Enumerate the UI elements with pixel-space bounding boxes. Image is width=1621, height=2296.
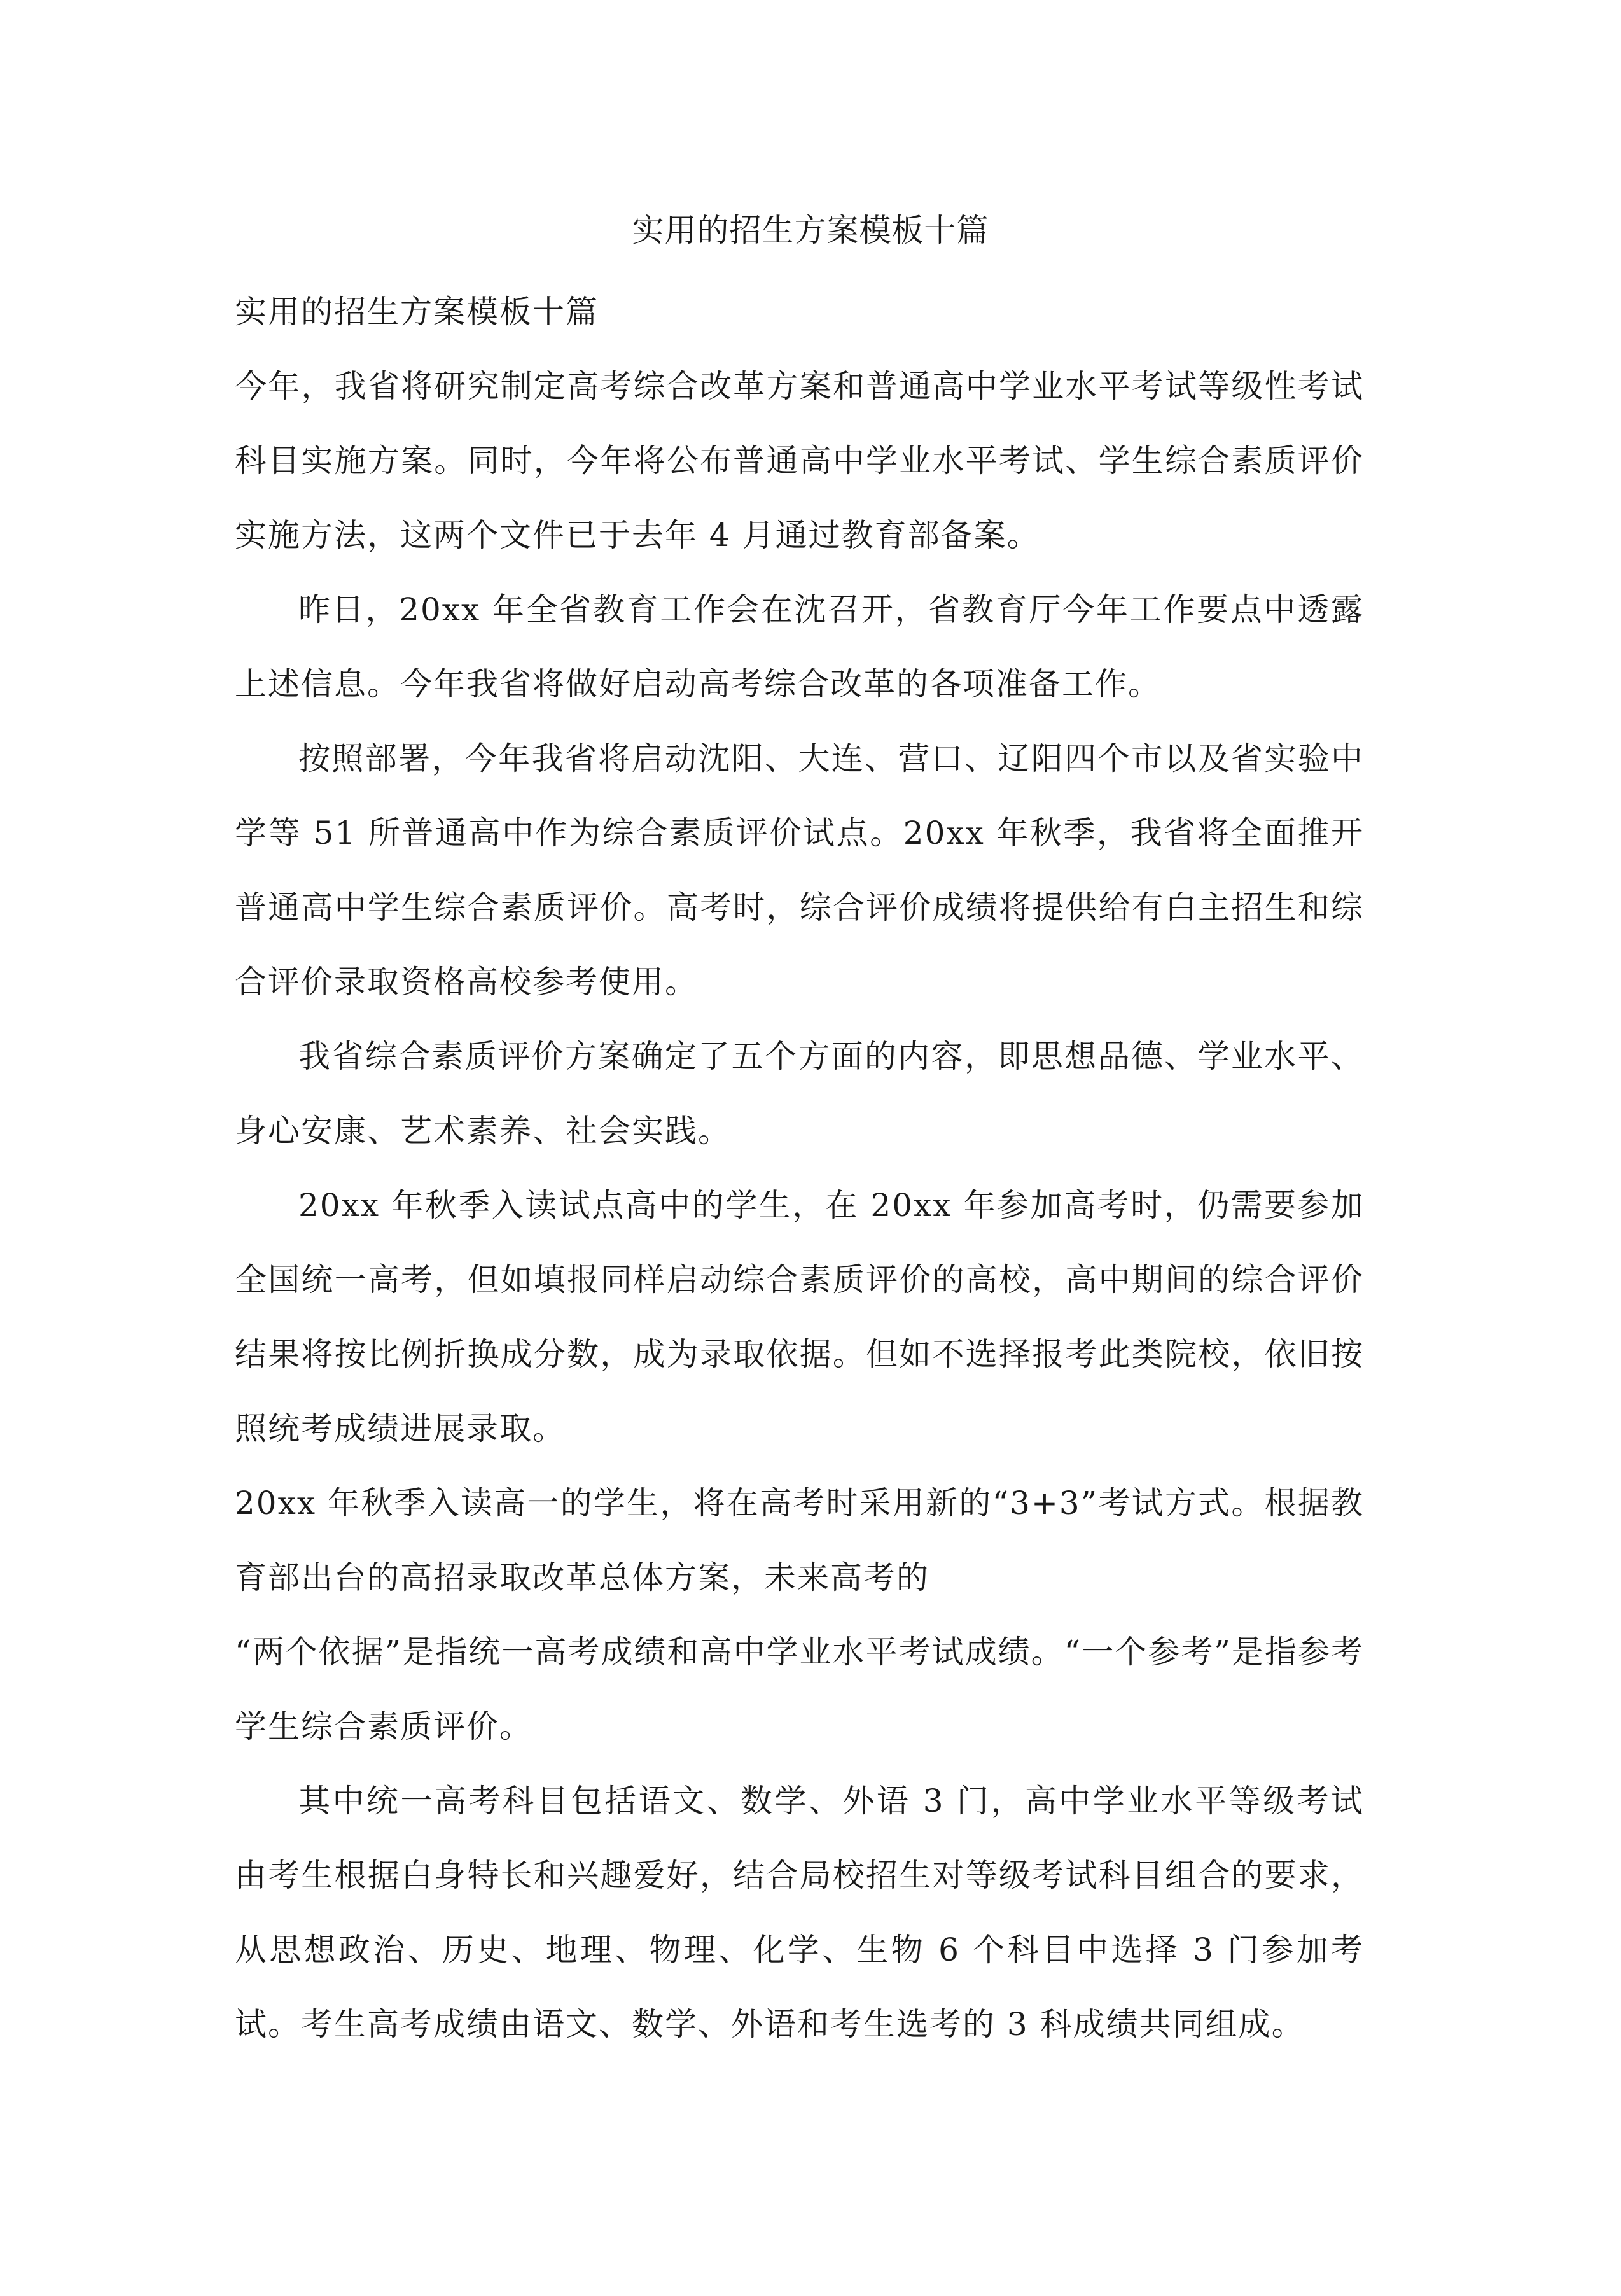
paragraph-new-exam-mode: 20xx 年秋季入读高一的学生，将在高考时采用新的“3+3”考试方式。根据教育部出台的高招录取改革总体方案，未来高考的 [235,1485,1364,1596]
paragraph-exam-subjects: 其中统一高考科目包括语文、数学、外语 3 门，高中学业水平等级考试由考生根据白身特长和兴趣爱好，结合局校招生对等级考试科目组合的要求，从思想政治、历史、地理、物理、化学、生物 6 个科目中选择 3 门参加考试。考生高考成绩由语文、数学、外语和考生选考的 3 科成绩共同组成。 [235,1782,1364,2043]
document-title: 实用的招生方案模板十篇 [632,212,989,249]
paragraph-two-bases: “两个依据”是指统一高考成绩和高中学业水平考试成绩。“一个参考”是指参考学生综合素质评价。 [235,1634,1364,1745]
paragraph-meeting: 昨日，20xx 年全省教育工作会在沈召开，省教育厅今年工作要点中透露上述信息。今年我省将做好启动高考综合改革的各项准备工作。 [235,591,1364,703]
subtitle-paragraph: 实用的招生方案模板十篇 [235,293,599,330]
paragraph-deployment: 按照部署，今年我省将启动沈阳、大连、营口、辽阳四个市以及省实验中学等 51 所普通高中作为综合素质评价试点。20xx 年秋季，我省将全面推开普通高中学生综合素质评价。高考时，综合评价成绩将提供给有白主招生和综合评价录取资格高校参考使用。 [235,740,1364,1000]
paragraph-pilot-students: 20xx 年秋季入读试点高中的学生，在 20xx 年参加高考时，仍需要参加全国统一高考，但如填报同样启动综合素质评价的高校，高中期间的综合评价结果将按比例折换成分数，成为录取依据。但如不选择报考此类院校，依旧按照统考成绩进展录取。 [235,1187,1364,1447]
paragraph-intro: 今年，我省将研究制定高考综合改革方案和普通高中学业水平考试等级性考试科目实施方案。同时，今年将公布普通高中学业水平考试、学生综合素质评价实施方法，这两个文件已于去年 4 月通过教育部备案。 [235,368,1364,554]
paragraph-evaluation-content: 我省综合素质评价方案确定了五个方面的内容，即思想品德、学业水平、身心安康、艺术素养、社会实践。 [235,1038,1364,1149]
document-body [235,275,1364,2062]
